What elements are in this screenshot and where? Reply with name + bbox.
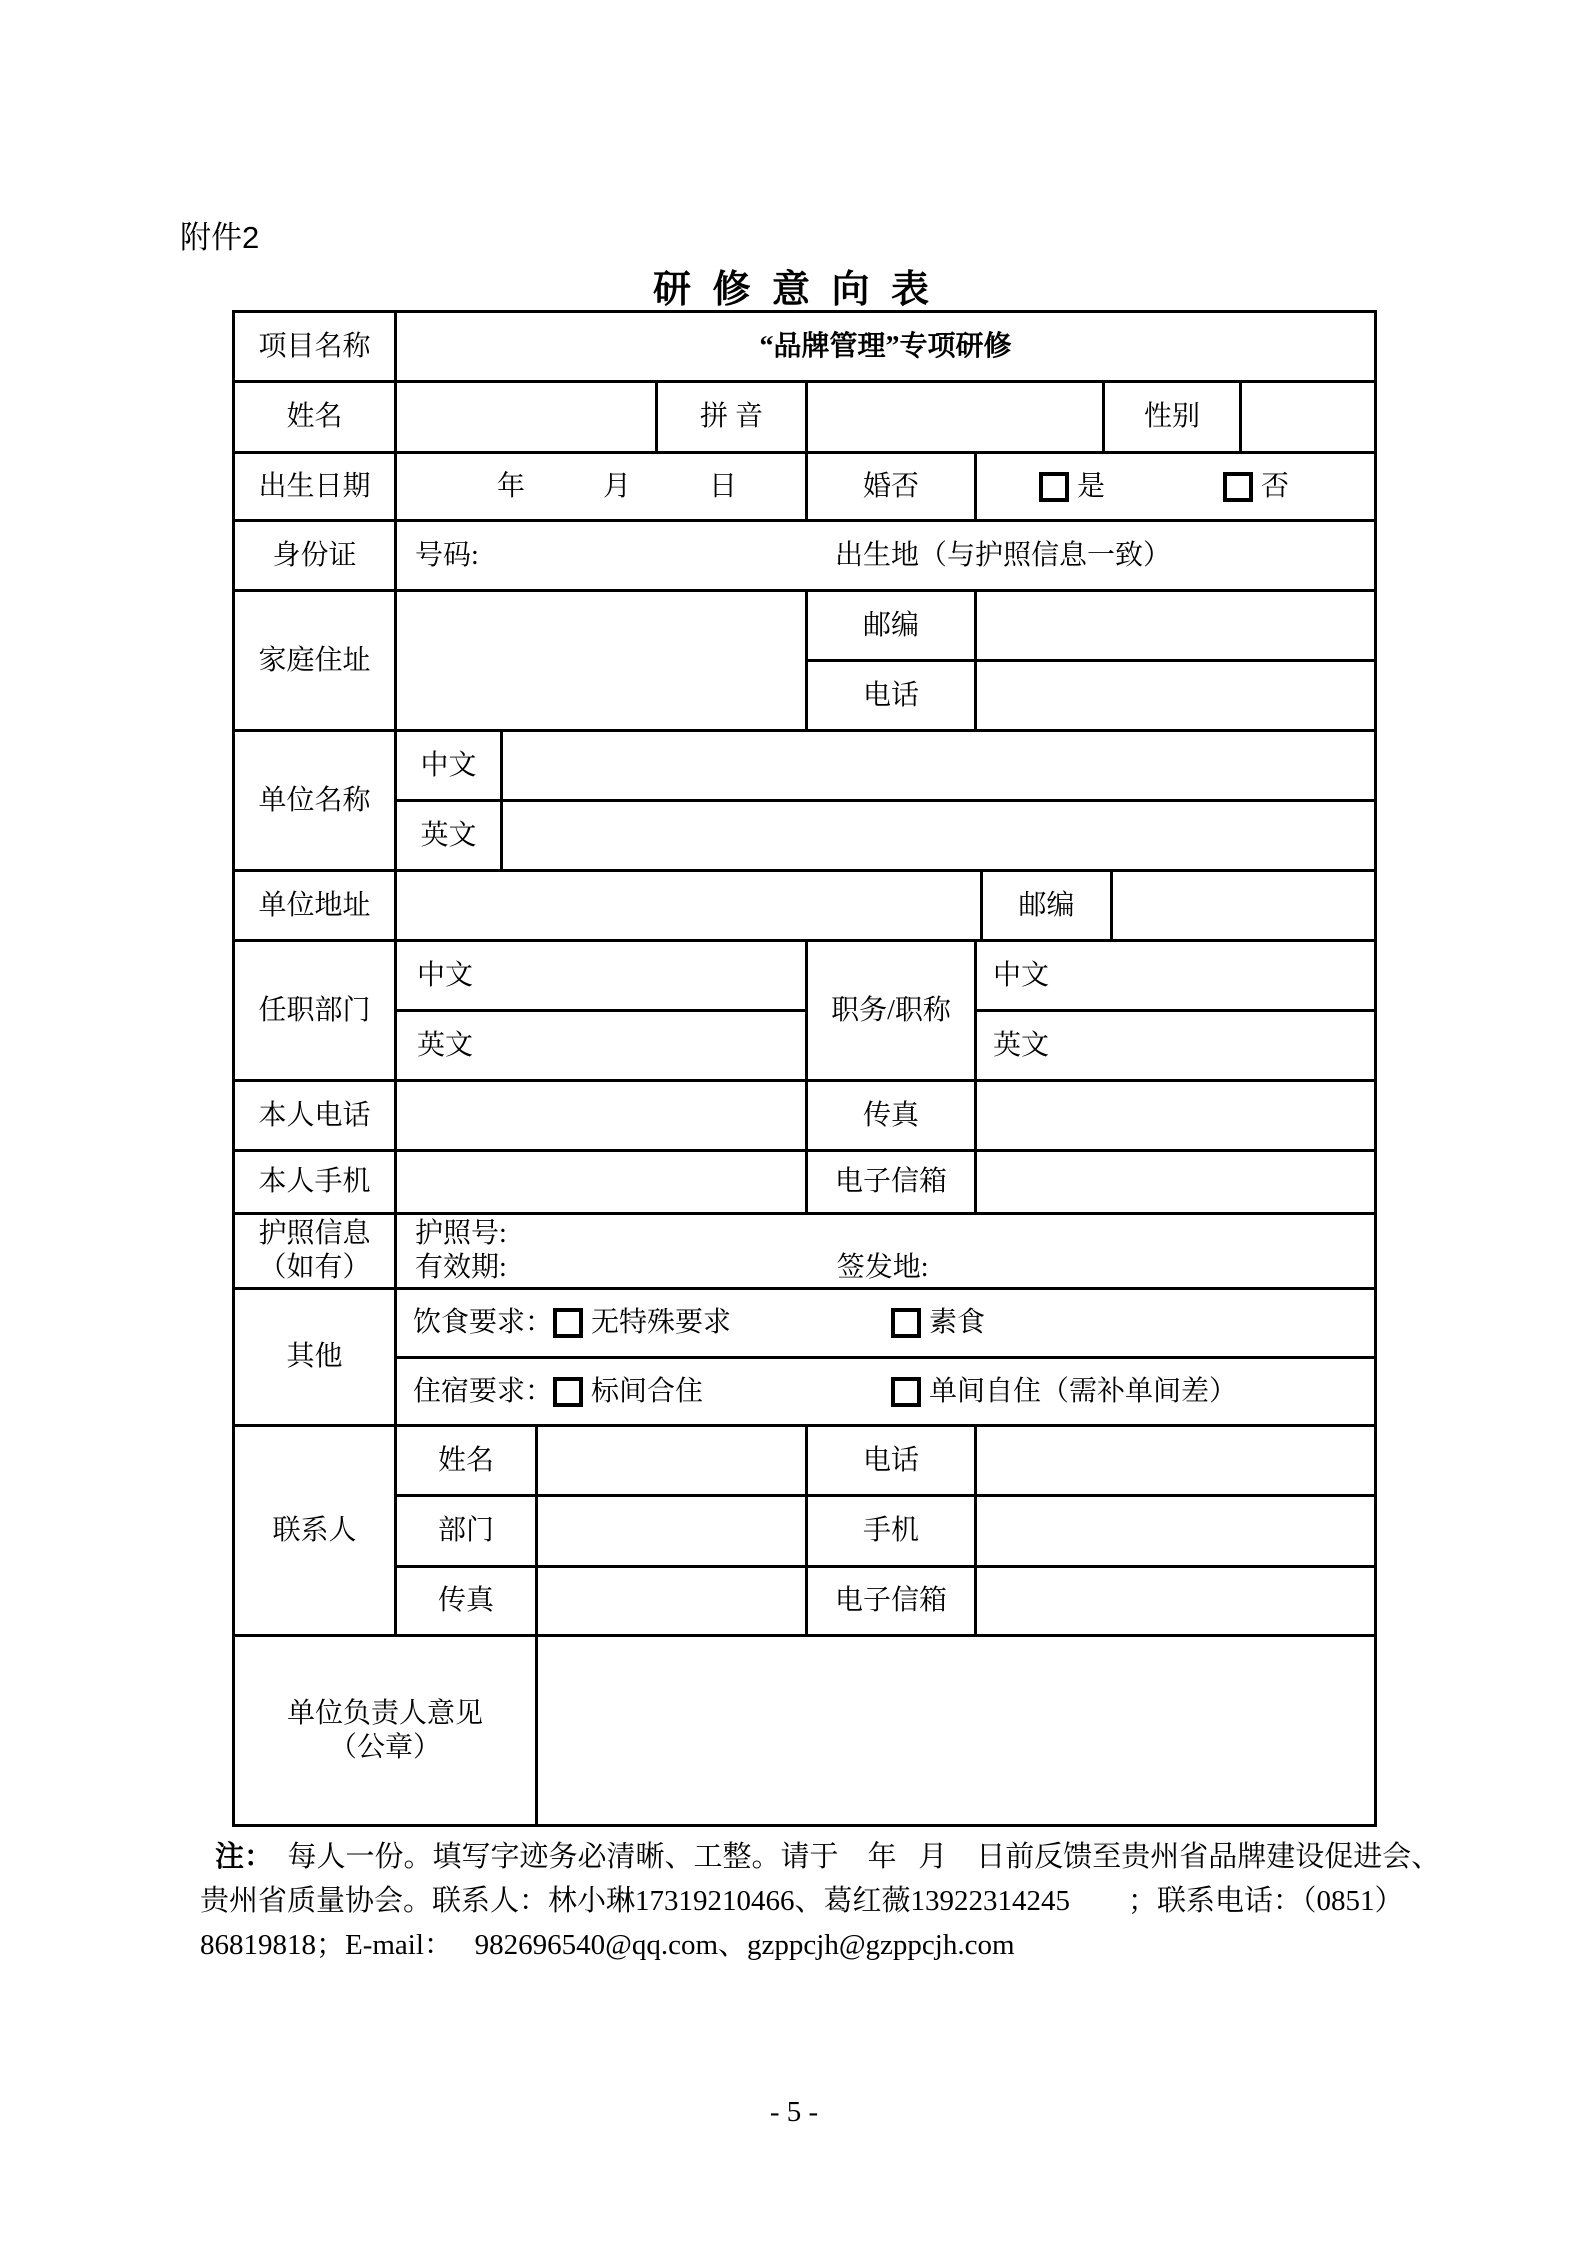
contact-dept-value-cell [538,1497,808,1568]
idcard-label: 身份证 [235,522,397,592]
company-address-label: 单位地址 [235,872,397,942]
contact-phone-value-cell [977,1427,1377,1497]
home-zip-label: 邮编 [808,592,977,662]
married-yes-option: 是 [1039,470,1105,504]
mobile-label: 本人手机 [235,1152,397,1215]
company-zip-label: 邮编 [983,872,1113,942]
company-cn-label: 中文 [397,732,503,802]
checkbox-married-yes [1039,472,1069,502]
company-address-value-cell [397,872,983,942]
name-value-cell [397,383,658,454]
pinyin-label: 拼 音 [658,383,808,454]
checkbox-room-shared [553,1377,583,1407]
year-label: 年 [497,470,526,502]
email-label: 电子信箱 [808,1152,977,1215]
contact-mobile-value-cell [977,1497,1377,1568]
checkbox-room-single [891,1377,921,1407]
passport-validity-label: 有效期: [415,1252,507,1283]
note-line-3: 86819818；E-mail： 982696540@qq.com、gzppcjh@gzppcjh.com [200,1929,1015,1961]
idcard-value-cell [397,522,1377,592]
birthdate-value-cell [397,454,808,522]
contact-fax-value-cell [538,1568,808,1637]
home-phone-value-cell [977,662,1377,732]
position-cn-cell: 中文 [977,942,1377,1012]
checkbox-diet-vegetarian [891,1308,921,1338]
contact-mobile-label: 手机 [808,1497,977,1568]
note-label: 注： [215,1841,274,1873]
company-en-value-cell [503,802,1377,872]
page-title: 研 修 意 向 表 [652,269,935,311]
approval-value-cell [538,1637,1377,1827]
gender-value-cell [1242,383,1377,454]
fax-value-cell [977,1082,1377,1152]
contact-phone-label: 电话 [808,1427,977,1497]
page-number: - 5 - [769,2096,819,2128]
contact-name-label: 姓名 [397,1427,538,1497]
diet-requirement-cell [397,1290,1377,1359]
attachment-label: 附件2 [180,220,260,255]
department-cn-cell: 中文 [397,942,808,1012]
checkbox-diet-none [553,1308,583,1338]
contact-label: 联系人 [235,1427,397,1637]
home-address-value-cell [397,592,808,732]
home-address-label: 家庭住址 [235,592,397,732]
pinyin-value-cell [808,383,1105,454]
home-zip-value-cell [977,592,1377,662]
passport-value-cell [397,1215,1377,1290]
passport-label: 护照信息 （如有） [235,1215,397,1290]
department-en-cell: 英文 [397,1012,808,1082]
phone-label: 本人电话 [235,1082,397,1152]
birthplace-label: 出生地（与护照信息一致） [835,539,1172,571]
contact-name-value-cell [538,1427,808,1497]
approval-label: 单位负责人意见 （公章） [235,1637,538,1827]
married-no-option: 否 [1223,470,1289,504]
other-label: 其他 [235,1290,397,1427]
passport-number-label: 护照号: [415,1218,507,1249]
mobile-value-cell [397,1152,808,1215]
contact-fax-label: 传真 [397,1568,538,1637]
idcard-number-label: 号码: [415,539,479,571]
passport-issue-place-label: 签发地: [836,1252,929,1283]
gender-label: 性别 [1105,383,1242,454]
position-en-cell: 英文 [977,1012,1377,1082]
checkbox-married-no [1223,472,1253,502]
month-label: 月 [603,470,632,502]
company-cn-value-cell [503,732,1377,802]
fax-label: 传真 [808,1082,977,1152]
home-phone-label: 电话 [808,662,977,732]
name-label: 姓名 [235,383,397,454]
company-name-label: 单位名称 [235,732,397,872]
room-requirement-cell [397,1359,1377,1427]
position-label: 职务/职称 [808,942,977,1082]
form-table [232,310,1377,1827]
email-value-cell [977,1152,1377,1215]
company-en-label: 英文 [397,802,503,872]
contact-dept-label: 部门 [397,1497,538,1568]
company-zip-value-cell [1113,872,1377,942]
contact-email-label: 电子信箱 [808,1568,977,1637]
department-label: 任职部门 [235,942,397,1082]
project-label: 项目名称 [235,313,397,383]
note-line-2: 贵州省质量协会。联系人：林小琳17319210466、葛红薇13922314245 ；联系电话：（0851） [200,1885,1404,1917]
room-option-single: 单间自住（需补单间差） [891,1375,1237,1409]
room-option-shared: 标间合住 [553,1375,703,1409]
diet-option-none: 无特殊要求 [553,1306,731,1340]
diet-option-vegetarian: 素食 [891,1306,985,1340]
room-label: 住宿要求： [413,1375,554,1407]
contact-email-value-cell [977,1568,1377,1637]
project-value: “品牌管理”专项研修 [397,313,1377,383]
married-options-cell [977,454,1377,522]
note-line-1: 注： 每人一份。填写字迹务必清晰、工整。请于 年 月 日前反馈至贵州省品牌建设促进会、 [215,1841,1441,1873]
married-label: 婚否 [808,454,977,522]
day-label: 日 [709,470,738,502]
diet-label: 饮食要求： [413,1307,554,1338]
birthdate-label: 出生日期 [235,454,397,522]
phone-value-cell [397,1082,808,1152]
